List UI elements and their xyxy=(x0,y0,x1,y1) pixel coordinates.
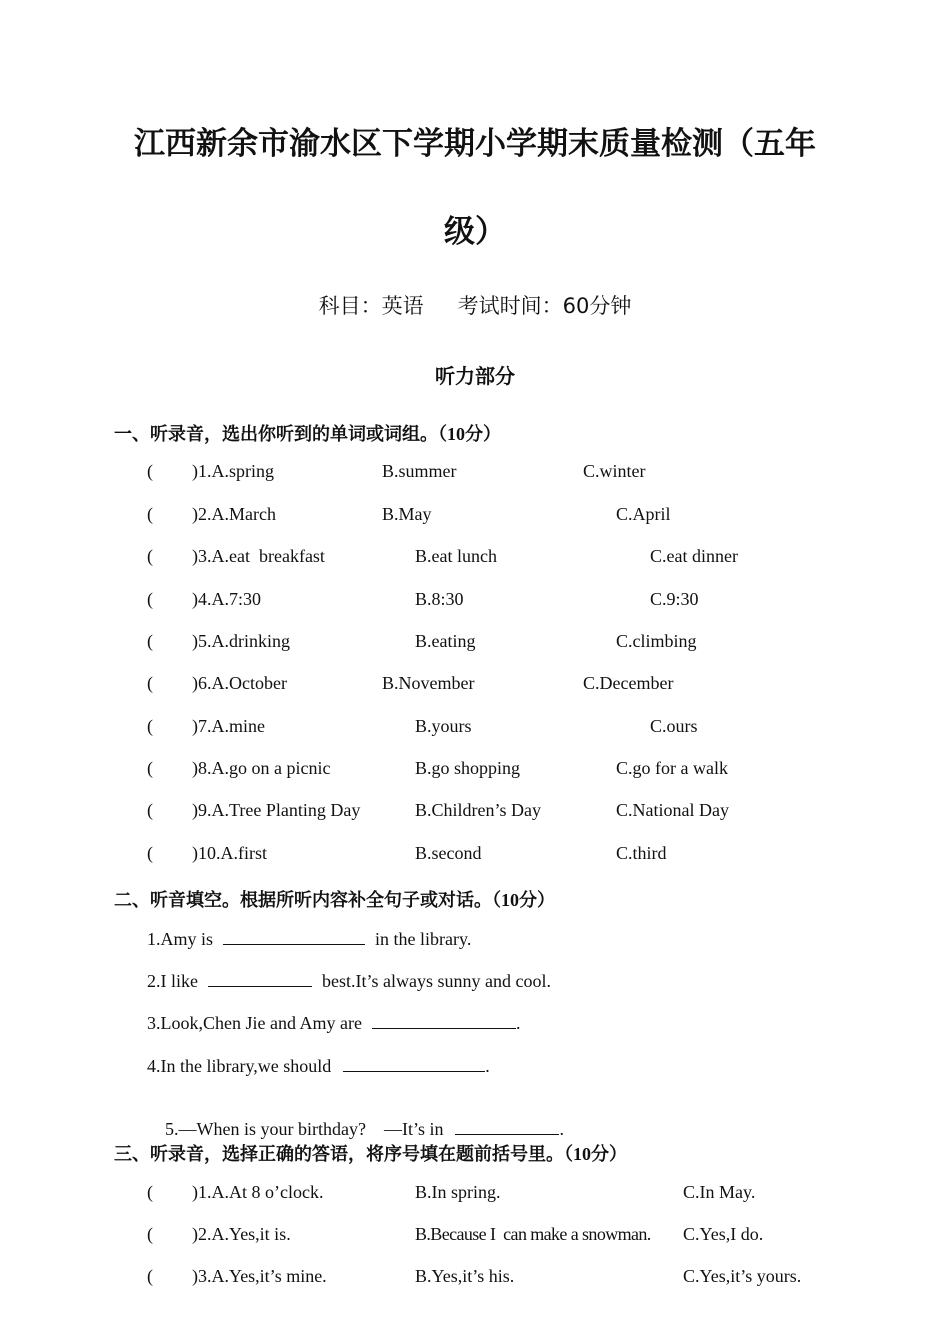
option-a: )9.A.Tree Planting Day xyxy=(192,800,361,820)
option-b: B.8:30 xyxy=(415,589,464,609)
option-a: )1.A.At 8 o’clock. xyxy=(192,1182,324,1202)
question-row xyxy=(0,504,950,530)
option-c: C.go for a walk xyxy=(616,758,728,778)
question-row xyxy=(0,800,950,826)
option-c: C.9:30 xyxy=(650,589,699,609)
exam-title-line-1: 江西新余市渝水区下学期小学期末质量检测（五年 xyxy=(134,126,816,162)
option-b: B.eat lunch xyxy=(415,546,497,566)
option-a: )6.A.October xyxy=(192,673,287,693)
question-row xyxy=(0,461,950,487)
option-b: B.second xyxy=(415,843,482,863)
answer-blank[interactable] xyxy=(223,928,365,945)
question-row xyxy=(0,716,950,742)
option-b: B.Children’s Day xyxy=(415,800,541,820)
option-c: C.third xyxy=(616,843,667,863)
option-b: B.Because I can make a snowman. xyxy=(415,1224,651,1244)
question-row xyxy=(0,843,950,869)
answer-bracket[interactable]: ( xyxy=(147,1182,153,1202)
fill-blank-sentence: 4.In the library,we should . xyxy=(147,1056,490,1076)
answer-blank[interactable] xyxy=(372,1012,516,1029)
option-a: )8.A.go on a picnic xyxy=(192,758,331,778)
question-row xyxy=(0,758,950,784)
fill-blank-sentence: 3.Look,Chen Jie and Amy are . xyxy=(147,1013,521,1033)
answer-bracket[interactable]: ( xyxy=(147,504,153,524)
option-b: B.summer xyxy=(382,461,457,481)
exam-title-line-2: 级） xyxy=(444,214,506,250)
option-b: B.yours xyxy=(415,716,472,736)
option-b: B.November xyxy=(382,673,475,693)
part-heading: 听力部分 xyxy=(435,364,515,388)
answer-bracket[interactable]: ( xyxy=(147,800,153,820)
option-c: C.winter xyxy=(583,461,646,481)
answer-bracket[interactable]: ( xyxy=(147,589,153,609)
option-c: C.climbing xyxy=(616,631,697,651)
answer-bracket[interactable]: ( xyxy=(147,546,153,566)
option-c: C.eat dinner xyxy=(650,546,738,566)
option-c: C.Yes,I do. xyxy=(683,1224,764,1244)
option-c: C.Yes,it’s yours. xyxy=(683,1266,802,1286)
option-c: C.In May. xyxy=(683,1182,756,1202)
option-a: )1.A.spring xyxy=(192,461,274,481)
answer-blank[interactable] xyxy=(455,1118,559,1135)
option-b: B.May xyxy=(382,504,432,524)
answer-bracket[interactable]: ( xyxy=(147,1266,153,1286)
section-2-heading: 二、听音填空。根据所听内容补全句子或对话。（10分） xyxy=(114,890,555,911)
option-c: C.ours xyxy=(650,716,698,736)
answer-blank[interactable] xyxy=(343,1055,485,1072)
option-a: )3.A.Yes,it’s mine. xyxy=(192,1266,327,1286)
option-a: )5.A.drinking xyxy=(192,631,290,651)
subject-label: 科目：英语 xyxy=(318,294,424,318)
question-row xyxy=(0,631,950,657)
option-a: )3.A.eat breakfast xyxy=(192,546,325,566)
section-3-heading: 三、听录音，选择正确的答语，将序号填在题前括号里。（10分） xyxy=(114,1144,627,1165)
option-b: B.eating xyxy=(415,631,476,651)
answer-bracket[interactable]: ( xyxy=(147,758,153,778)
question-row xyxy=(0,1224,950,1250)
option-c: C.April xyxy=(616,504,671,524)
answer-bracket[interactable]: ( xyxy=(147,673,153,693)
fill-blank-sentence: 5.—When is your birthday? —It’s in . xyxy=(165,1119,564,1139)
fill-blank-sentence: 1.Amy is in the library. xyxy=(147,929,472,949)
option-c: C.December xyxy=(583,673,674,693)
option-b: B.Yes,it’s his. xyxy=(415,1266,515,1286)
answer-bracket[interactable]: ( xyxy=(147,461,153,481)
question-row xyxy=(0,1182,950,1208)
answer-blank[interactable] xyxy=(208,970,312,987)
option-a: )2.A.Yes,it is. xyxy=(192,1224,291,1244)
option-b: B.In spring. xyxy=(415,1182,501,1202)
option-a: )10.A.first xyxy=(192,843,267,863)
question-row xyxy=(0,673,950,699)
answer-bracket[interactable]: ( xyxy=(147,716,153,736)
option-a: )2.A.March xyxy=(192,504,276,524)
answer-bracket[interactable]: ( xyxy=(147,631,153,651)
question-row xyxy=(0,546,950,572)
answer-bracket[interactable]: ( xyxy=(147,1224,153,1244)
fill-blank-sentence: 2.I like best.It’s always sunny and cool. xyxy=(147,971,551,991)
section-1-heading: 一、听录音，选出你听到的单词或词组。（10分） xyxy=(114,424,501,445)
exam-info xyxy=(0,290,950,320)
option-a: )7.A.mine xyxy=(192,716,265,736)
time-label: 考试时间：60分钟 xyxy=(457,294,632,318)
question-row xyxy=(0,1266,950,1292)
option-c: C.National Day xyxy=(616,800,729,820)
option-a: )4.A.7:30 xyxy=(192,589,261,609)
question-row xyxy=(0,589,950,615)
option-b: B.go shopping xyxy=(415,758,521,778)
answer-bracket[interactable]: ( xyxy=(147,843,153,863)
